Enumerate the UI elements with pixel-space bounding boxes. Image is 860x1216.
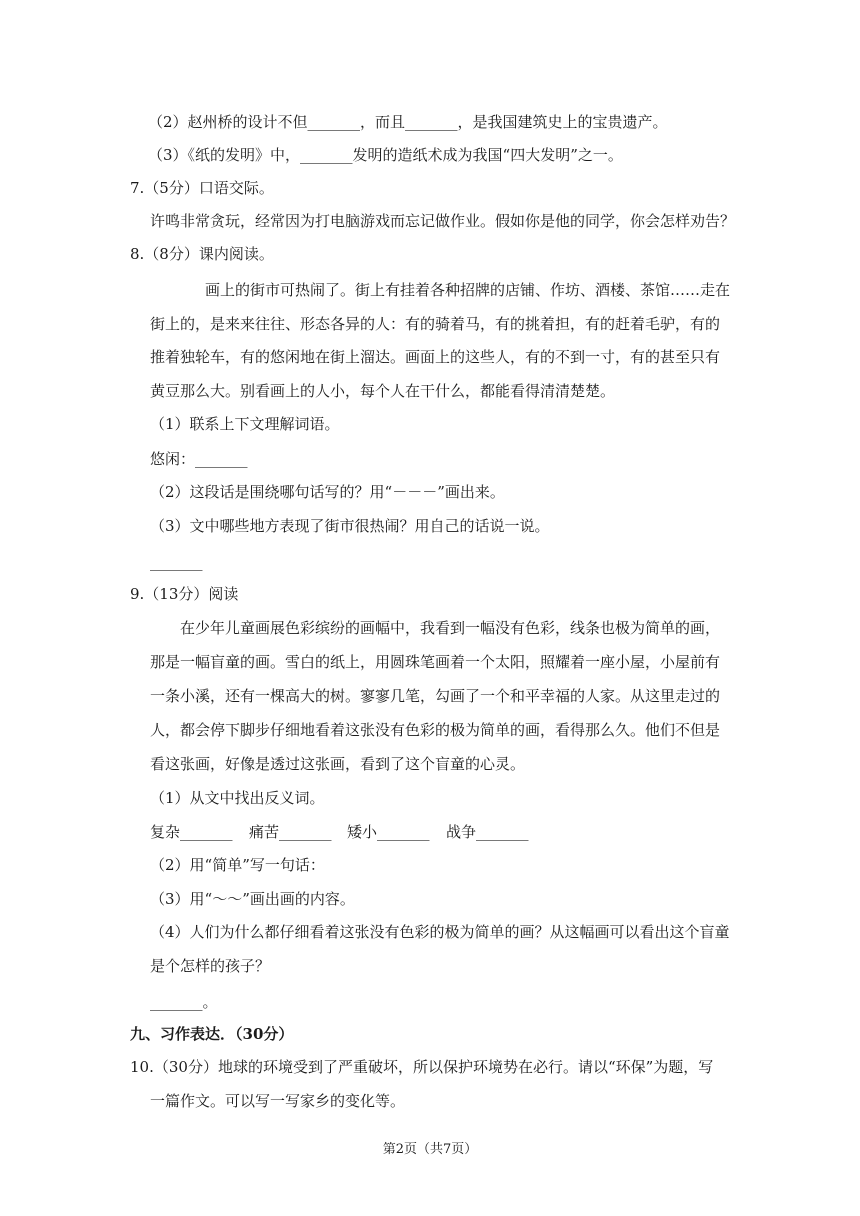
q8-sub3-blank: _______ (150, 553, 203, 571)
q8-sub1: （1）联系上下文理解词语。 (150, 415, 340, 433)
q9-sub3: （3）用“～～”画出画的内容。 (150, 890, 355, 908)
page-footer: 第2页（共7页） (382, 1142, 478, 1157)
q8-header: 8.（8分）课内阅读。 (130, 245, 274, 263)
q7-header: 7.（5分）口语交际。 (130, 179, 274, 197)
q9-sub2: （2）用“简单”写一句话： (150, 856, 325, 874)
antonym-item: 矮小_______ (347, 823, 430, 841)
q10-line: 一篇作文。可以写一写家乡的变化等。 (150, 1092, 406, 1110)
q9-passage-line: 人，都会停下脚步仔细地看着这张没有色彩的极为简单的画，看得那么久。他们不但是 (150, 721, 721, 739)
q6-sub3: （3）《纸的发明》中，_______发明的造纸术成为我国“四大发明”之一。 (148, 146, 623, 164)
q9-passage-line: 那是一幅盲童的画。雪白的纸上，用圆珠笔画着一个太阳，照耀着一座小屋，小屋前有 (150, 653, 721, 671)
q9-passage-line: 一条小溪，还有一棵高大的树。寥寥几笔，勾画了一个和平幸福的人家。从这里走过的 (150, 687, 721, 705)
q8-sub2: （2）这段话是围绕哪句话写的？用“－－－”画出来。 (150, 483, 505, 501)
q9-passage-line: 看这张画，好像是透过这张画，看到了这个盲童的心灵。 (150, 755, 526, 773)
q9-header: 9.（13分）阅读 (130, 585, 239, 603)
q8-sub3: （3）文中哪些地方表现了街市很热闹？用自己的话说一说。 (150, 517, 550, 535)
q9-sub4-blank: _______。 (150, 993, 218, 1011)
q6-sub2: （2）赵州桥的设计不但_______，而且_______，是我国建筑史上的宝贵遗产。 (148, 113, 668, 131)
q8-passage-line: 黄豆那么大。别看画上的人小，每个人在干什么，都能看得清清楚楚。 (150, 382, 616, 400)
q8-sub1-answer: 悠闲：_______ (150, 450, 248, 468)
q9-passage-line: 在少年儿童画展色彩缤纷的画幅中，我看到一幅没有色彩，线条也极为简单的画， (180, 619, 721, 637)
q9-sub1: （1）从文中找出反义词。 (150, 789, 325, 807)
q10-line: 10.（30分）地球的环境受到了严重破坏，所以保护环境势在必行。请以“环保”为题，写 (130, 1058, 714, 1076)
antonym-item: 痛苦_______ (249, 823, 332, 841)
q8-passage-line: 推着独轮车，有的悠闲地在街上溜达。画面上的这些人，有的不到一寸，有的甚至只有 (150, 348, 721, 366)
q7-text: 许鸣非常贪玩，经常因为打电脑游戏而忘记做作业。假如你是他的同学，你会怎样劝告？ (150, 212, 736, 230)
q8-passage-line: 街上的，是来来往往、形态各异的人：有的骑着马，有的挑着担，有的赶着毛驴，有的 (150, 315, 721, 333)
section-title: 九、习作表达．（30分） (130, 1025, 294, 1043)
antonym-item: 复杂_______ (150, 823, 233, 841)
antonym-item: 战争_______ (446, 823, 529, 841)
q9-sub4: （4）人们为什么都仔细看着这张没有色彩的极为简单的画？从这幅画可以看出这个盲童 (150, 923, 730, 941)
q8-passage-line: 画上的街市可热闹了。街上有挂着各种招牌的店铺、作坊、酒楼、茶馆……走在 (205, 281, 731, 299)
q9-sub4-cont: 是个怎样的孩子？ (150, 957, 271, 975)
